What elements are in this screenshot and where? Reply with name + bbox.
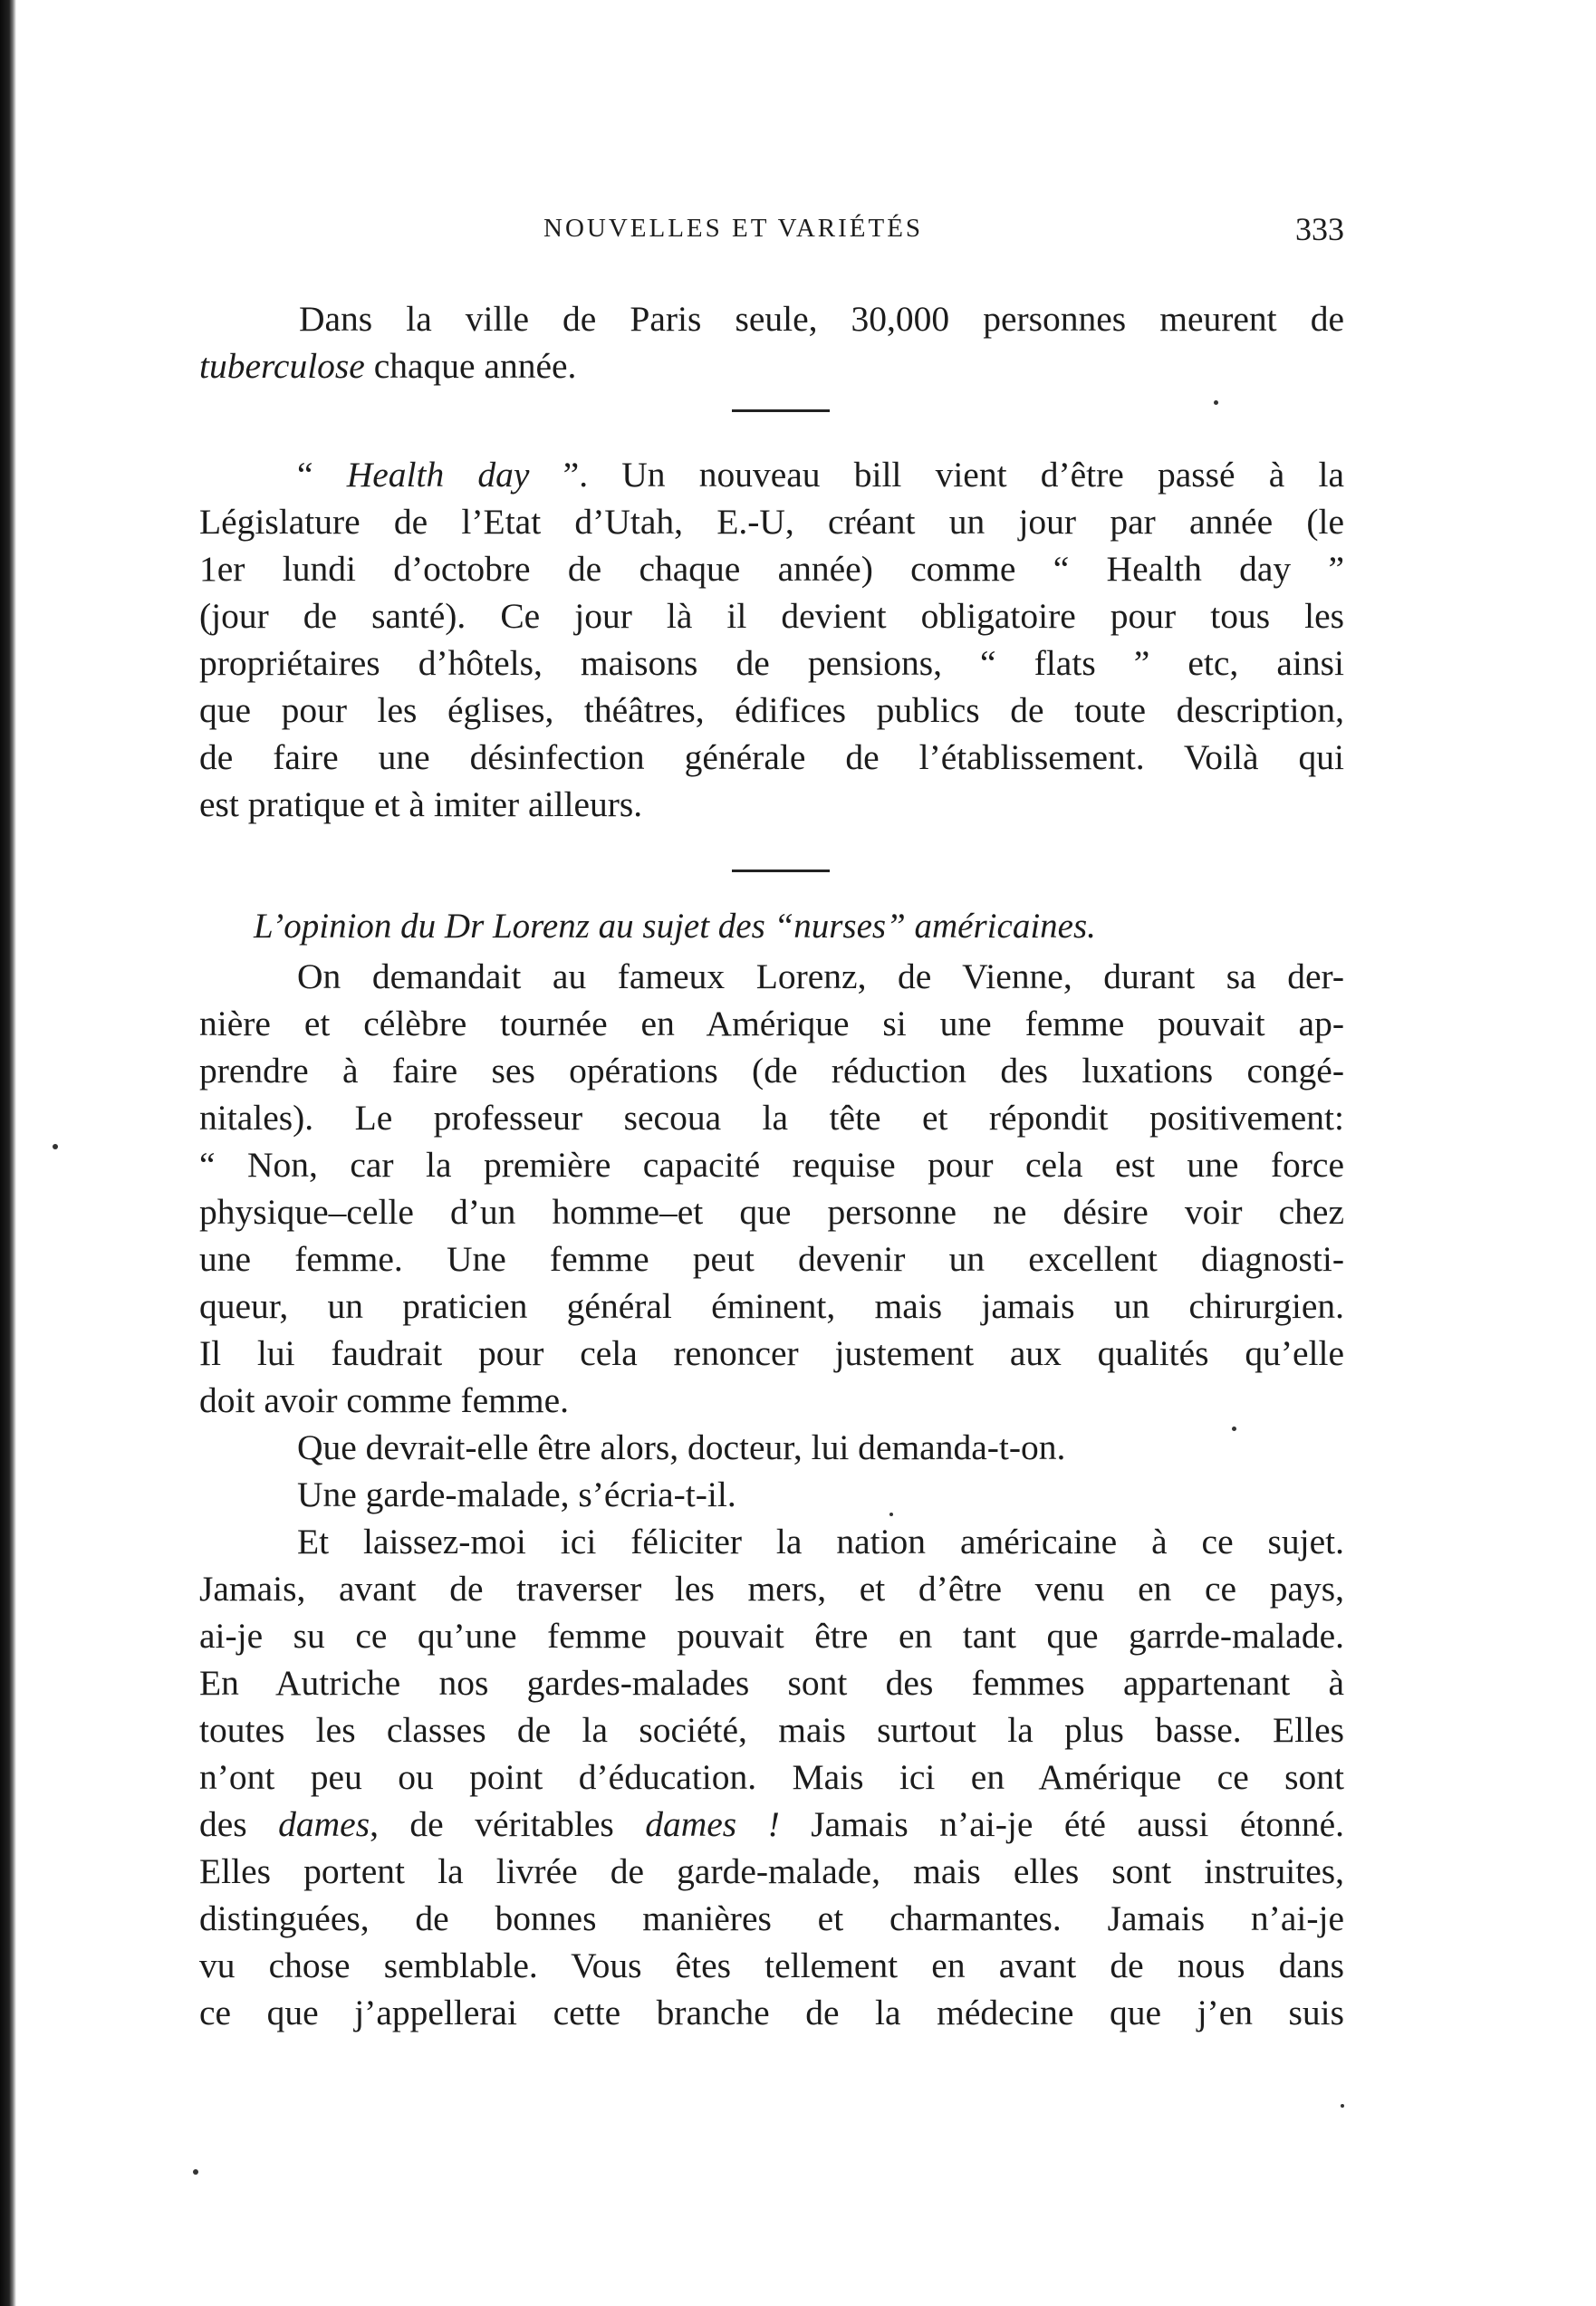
- text-line: de faire une désinfection générale de l’établissement. Voilà qui: [199, 737, 1344, 777]
- text-line: ce que j’appellerai cette branche de la médecine que j’en suis: [199, 1993, 1344, 2032]
- text-line: vu chose semblable. Vous êtes tellement en avant de nous dans: [199, 1946, 1344, 1985]
- text-line: n’ont peu ou point d’éducation. Mais ici en Amérique ce sont: [199, 1757, 1344, 1797]
- text-line: Et laissez-moi ici féliciter la nation américaine à ce sujet.: [297, 1522, 1344, 1561]
- paragraph-health-day: [199, 451, 1344, 828]
- text-fragment: “: [297, 455, 347, 495]
- text-line: 1er lundi d’octobre de chaque année) comme “ Health day ”: [199, 549, 1344, 589]
- running-title: NOUVELLES ET VARIÉTÉS: [543, 214, 924, 243]
- text-fragment: chaque année.: [364, 346, 577, 386]
- section-divider: [732, 409, 830, 412]
- text-line: Que devrait-elle être alors, docteur, lui demanda-t-on.: [297, 1427, 1066, 1467]
- paragraph-tuberculose: [199, 295, 1344, 389]
- text-line: Jamais, avant de traverser les mers, et d’être venu en ce pays,: [199, 1569, 1344, 1609]
- text-line: Dans la ville de Paris seule, 30,000 personnes meurent de: [299, 299, 1344, 339]
- page-number: 333: [1295, 211, 1344, 247]
- paragraph-lorenz: [199, 953, 1344, 1424]
- text-line: toutes les classes de la société, mais surtout la plus basse. Elles: [199, 1710, 1344, 1750]
- print-speck: [1341, 2104, 1344, 2108]
- text-line: (jour de santé). Ce jour là il devient obligatoire pour tous les: [199, 596, 1344, 636]
- print-speck: [53, 1144, 58, 1149]
- running-header: [199, 211, 1344, 259]
- text-line: On demandait au fameux Lorenz, de Vienne, durant sa der-: [297, 956, 1344, 996]
- text-line: Législature de l’Etat d’Utah, E.-U, créant un jour par année (le: [199, 502, 1344, 542]
- text-line: nitales). Le professeur secoua la tête et répondit positivement:: [199, 1098, 1344, 1138]
- text-line: En Autriche nos gardes-malades sont des femmes appartenant à: [199, 1663, 1344, 1703]
- section-heading: L’opinion du Dr Lorenz au sujet des “nurses” américaines.: [254, 907, 1096, 946]
- print-speck: [1214, 400, 1218, 405]
- text-line: nière et célèbre tournée en Amérique si une femme pouvait ap-: [199, 1004, 1344, 1043]
- text-line: ai-je su ce qu’une femme pouvait être en tant que garrde-malade.: [199, 1616, 1344, 1656]
- text-line: propriétaires d’hôtels, maisons de pensions, “ flats ” etc, ainsi: [199, 643, 1344, 683]
- book-spine-edge: [0, 0, 16, 2306]
- text-line: Il lui faudrait pour cela renoncer justement aux qualités qu’elle: [199, 1333, 1344, 1373]
- text-line: prendre à faire ses opérations (de réduction des luxations congé-: [199, 1051, 1344, 1091]
- text-fragment: Jamais n’ai-je été aussi étonné.: [779, 1804, 1345, 1844]
- text-line: [199, 451, 1344, 498]
- text-line: Elles portent la livrée de garde-malade, mais elles sont instruites,: [199, 1851, 1344, 1891]
- text-line: “ Non, car la première capacité requise pour cela est une force: [199, 1145, 1344, 1185]
- text-fragment: ”. Un nouveau bill vient d’être passé à la: [529, 455, 1344, 495]
- text-line: [199, 342, 1344, 389]
- text-line: [199, 1801, 1344, 1848]
- section-divider: [732, 870, 830, 872]
- text-line: une femme. Une femme peut devenir un excellent diagnosti-: [199, 1239, 1344, 1279]
- paragraph-gardes-malades: [199, 1518, 1344, 2036]
- italic-term: Health day: [346, 455, 530, 495]
- dialogue: [199, 1424, 1344, 1518]
- text-line: physique–celle d’un homme–et que personne ne désire voir chez: [199, 1192, 1344, 1232]
- text-line: Une garde-malade, s’écria-t-il.: [297, 1475, 736, 1514]
- text-fragment: des: [199, 1804, 279, 1844]
- text-line: que pour les églises, théâtres, édifices publics de toute description,: [199, 690, 1344, 730]
- text-line: distinguées, de bonnes manières et charmantes. Jamais n’ai-je: [199, 1898, 1344, 1938]
- italic-term: dames: [278, 1804, 370, 1844]
- text-line: queur, un praticien général éminent, mais jamais un chirurgien.: [199, 1286, 1344, 1326]
- print-speck: [193, 2169, 198, 2175]
- text-line: est pratique et à imiter ailleurs.: [199, 784, 643, 824]
- italic-term: dames !: [645, 1804, 780, 1844]
- text-fragment: , de véritables: [370, 1804, 646, 1844]
- italic-term: tuberculose: [199, 346, 365, 386]
- text-line: doit avoir comme femme.: [199, 1380, 570, 1420]
